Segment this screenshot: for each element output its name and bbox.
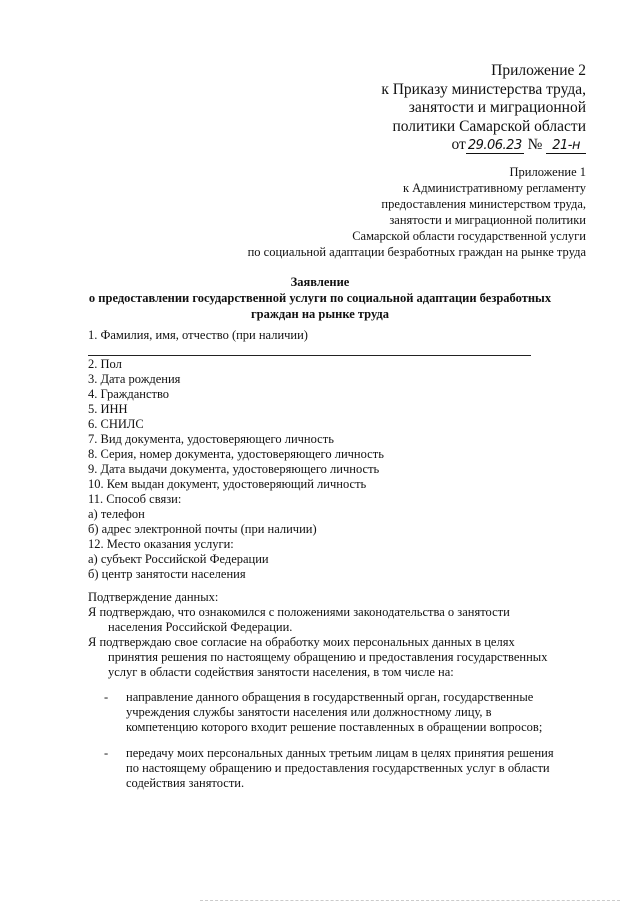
fio-underline bbox=[88, 355, 531, 356]
consent-bullet-item bbox=[104, 746, 574, 791]
scan-artifact-line bbox=[200, 900, 620, 904]
confirmation-p1-line2: населения Российской Федерации. bbox=[108, 620, 293, 634]
bullet-line: компетенцию которого входит решение поставленных в обращении вопросов; bbox=[126, 720, 543, 734]
appendix-1-line-2: к Административному регламенту bbox=[402, 181, 586, 195]
field-contact-phone: а) телефон bbox=[88, 507, 145, 521]
field-contact-email: б) адрес электронной почты (при наличии) bbox=[88, 522, 317, 536]
appendix-2-date-number bbox=[381, 136, 586, 156]
field-id-document-number: 8. Серия, номер документа, удостоверяющего личность bbox=[88, 447, 384, 461]
confirmation-p1-line1: Я подтверждаю, что ознакомился с положениями законодательства о занятости bbox=[88, 605, 510, 619]
field-service-place: 12. Место оказания услуги: bbox=[88, 537, 234, 551]
appendix-1-line-5: Самарской области государственной услуги bbox=[352, 229, 586, 243]
confirmation-section bbox=[88, 590, 568, 680]
bullet-line: передачу моих персональных данных третьим лицам в целях принятия решения bbox=[126, 746, 554, 760]
fio-field-label: 1. Фамилия, имя, отчество (при наличии) bbox=[88, 328, 308, 342]
from-label: от bbox=[451, 136, 466, 153]
confirmation-heading: Подтверждение данных: bbox=[88, 590, 219, 604]
field-gender: 2. Пол bbox=[88, 357, 122, 371]
field-snils: 6. СНИЛС bbox=[88, 417, 144, 431]
field-service-region: а) субъект Российской Федерации bbox=[88, 552, 269, 566]
title-subject-line-1: о предоставлении государственной услуги по социальной адаптации безработных bbox=[88, 291, 552, 305]
title-word: Заявление bbox=[290, 275, 350, 289]
field-inn: 5. ИНН bbox=[88, 402, 128, 416]
field-service-center: б) центр занятости населения bbox=[88, 567, 246, 581]
field-id-document-type: 7. Вид документа, удостоверяющего личность bbox=[88, 432, 334, 446]
appendix-1-line-6: по социальной адаптации безработных граждан на рынке труда bbox=[247, 245, 586, 259]
bullet-line: по настоящему обращению и предоставления государственных услуг в области bbox=[126, 761, 550, 775]
bullet-dash: - bbox=[104, 690, 109, 704]
bullet-line: учреждения службы занятости населения или должностному лицу, в bbox=[126, 705, 492, 719]
confirmation-p2-line3: услуг в области содействия занятости населения, в том числе на: bbox=[108, 665, 454, 679]
appendix-1-line-3: предоставления министерством труда, bbox=[381, 197, 586, 211]
order-number-handwritten: 21-н bbox=[546, 138, 586, 154]
appendix-2-title: Приложение 2 bbox=[491, 62, 586, 79]
confirmation-p2-line2: принятия решения по настоящему обращению и предоставления государственных bbox=[108, 650, 548, 664]
appendix-2-region-line: политики Самарской области bbox=[392, 117, 586, 135]
form-fields-list bbox=[88, 357, 568, 582]
consent-bullet-list bbox=[104, 690, 574, 802]
field-contact-method: 11. Способ связи: bbox=[88, 492, 182, 506]
bullet-dash: - bbox=[104, 746, 109, 760]
appendix-2-ministry-line: занятости и миграционной bbox=[408, 99, 586, 116]
field-id-document-issue-date: 9. Дата выдачи документа, удостоверяющего личность bbox=[88, 462, 380, 476]
number-label: № bbox=[527, 136, 543, 153]
field-id-document-issuer: 10. Кем выдан документ, удостоверяющий личность bbox=[88, 477, 367, 491]
appendix-1-line-4: занятости и миграционной политики bbox=[389, 213, 586, 227]
bullet-line: направление данного обращения в государственный орган, государственные bbox=[126, 690, 534, 704]
application-title bbox=[60, 274, 580, 322]
order-date-handwritten: 29.06.23 bbox=[467, 138, 522, 153]
appendix-1-title: Приложение 1 bbox=[509, 165, 586, 179]
appendix-1-header bbox=[248, 164, 586, 260]
consent-bullet-item bbox=[104, 690, 574, 735]
confirmation-p2-line1: Я подтверждаю свое согласие на обработку моих персональных данных в целях bbox=[88, 635, 515, 649]
field-citizenship: 4. Гражданство bbox=[88, 387, 170, 401]
field-birth-date: 3. Дата рождения bbox=[88, 372, 181, 386]
title-subject-line-2: граждан на рынке труда bbox=[250, 307, 389, 321]
appendix-2-order-line: к Приказу министерства труда, bbox=[381, 80, 586, 98]
bullet-line: содействия занятости. bbox=[126, 776, 245, 790]
appendix-2-header bbox=[381, 62, 586, 156]
